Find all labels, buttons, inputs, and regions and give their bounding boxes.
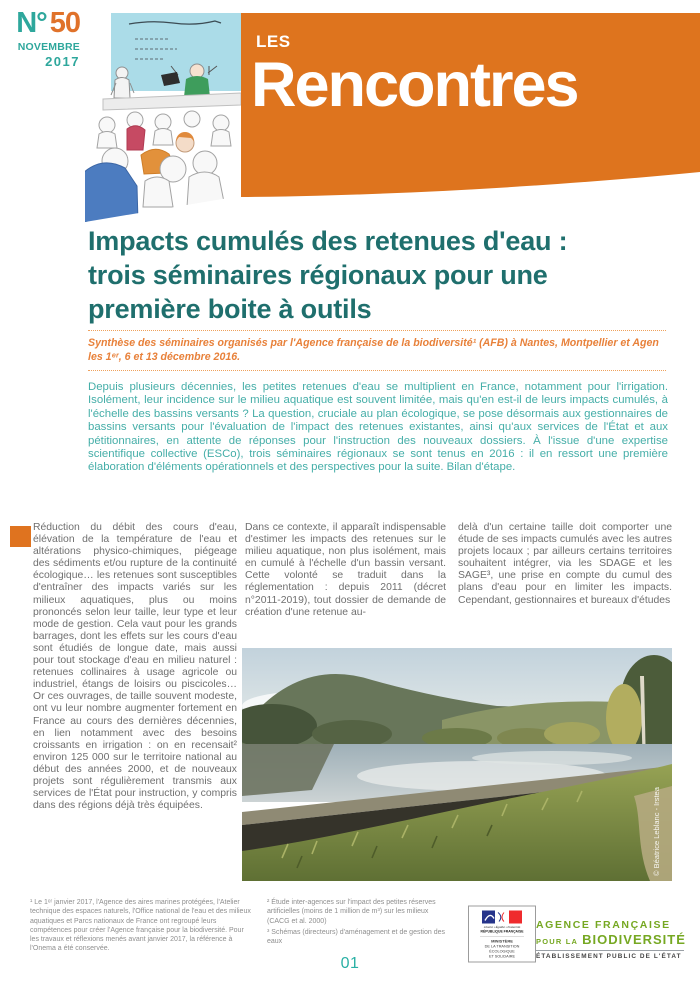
issue-number xyxy=(12,8,80,38)
page-number: 01 xyxy=(340,955,360,972)
article-title-line-1: Impacts cumulés des retenues d'eau : xyxy=(88,226,568,256)
ministry-line-4: ET SOLIDAIRE xyxy=(488,954,516,959)
issue-month: NOVEMBRE xyxy=(17,41,80,53)
afb-biodiversite-line xyxy=(536,932,696,947)
article-title xyxy=(88,224,676,326)
article-title-line-2: trois séminaires régionaux pour une xyxy=(88,260,548,290)
brand-top-label: LES xyxy=(256,32,291,51)
issue-year: 2017 xyxy=(45,54,80,69)
footnote-1-text: ¹ Le 1ᵉʳ janvier 2017, l'Agence des aires marines protégées, l'Atelier technique des espaces naturels, l'Office national de l'eau et des milieux aquatiques et Parcs nationaux de France ont regroupé leurs compétences pour créer l'Agence française pour la biodiversité. Pour les travaux et réflexions menés avant janvier 2017, la référence à l'Onema a été conservée. xyxy=(30,899,251,953)
footnote-1 xyxy=(30,898,254,956)
issue-number-value: 50 xyxy=(49,7,80,39)
ministry-motto: Liberté • Égalité • Fraternité xyxy=(483,925,521,929)
article-title-line-3: première boite à outils xyxy=(88,294,372,324)
issue-prefix: N° xyxy=(16,7,47,39)
article-subtitle: Synthèse des séminaires organisés par l'Agence française de la biodiversité¹ (AFB) à Nantes, Montpellier et Agen les 1ᵉʳ, 6 et 13 décembre 2016. xyxy=(88,330,666,371)
afb-logo xyxy=(536,919,696,960)
footnote-3-text: ³ Schémas (directeurs) d'aménagement et de gestion des eaux xyxy=(267,928,445,946)
french-flag-icon xyxy=(482,911,522,924)
afb-biodiversite-label: BIODIVERSITÉ xyxy=(582,932,686,947)
seminar-illustration xyxy=(85,13,241,222)
reservoir-photo xyxy=(242,648,672,881)
afb-etablissement-label: ÉTABLISSEMENT PUBLIC DE L'ÉTAT xyxy=(536,953,682,960)
ministry-republic: RÉPUBLIQUE FRANÇAISE xyxy=(480,929,524,934)
paragraph-bullet xyxy=(10,526,31,547)
afb-divider xyxy=(536,950,684,951)
ministry-line-3: ÉCOLOGIQUE xyxy=(489,949,515,954)
body-column-2: Dans ce contexte, il apparaît indispensable d'estimer les impacts des retenues sur le milieu aquatique, non plus isolément, mais en cumulé à l'échelle d'un bassin versant. Cette volonté se traduit dans la réglementation : depuis 2011 (décret n°2011-2019), tout dossier de demande de création d'une retenue au- xyxy=(245,522,446,618)
body-column-1: Réduction du débit des cours d'eau, élévation de la température de l'eau et altérations physico-chimiques, piégeage des sédiments et/ou rupture de la continuité écologique… les retenues sont susceptibles d'entraîner des impacts variés sur les milieux aquatiques, plus ou moins prononcés selon leur taille, leur type et leur mode de gestion. Cela vaut pour les grands barrages, dont les effets sur les cours d'eau sont étudiés de longue date, mais aussi pour tout stockage d'eau en milieu naturel : retenues collinaires à usage agricole ou industriel, étangs de loisirs ou piscicoles… Or ces ouvrages, de taille souvent modeste, ont vu leur nombre augmenter fortement en France au cours des dernières décennies, en lien notamment avec des besoins croissants en irrigation : on en recensait² environ 125 000 sur le territoire national au début des années 2000, et de nouveaux projets sont régulièrement transmis aux services de l'État pour instruction, y compris dans des régions déjà très équipées. xyxy=(33,522,237,812)
body-column-3: delà d'un certaine taille doit comporter une étude de ses impacts cumulés avec les autres projets locaux ; par ailleurs certains territoires souhaitent intégrer, via les SDAGE et les SAGE³, une prise en compte du cumul des plans d'eau pour en limiter les impacts. Cependant, gestionnaires et bureaux d'études xyxy=(458,522,672,606)
brand-title: Rencontres xyxy=(251,50,578,120)
footnotes-2-3 xyxy=(267,898,451,948)
ministry-line-1: MINISTÈRE xyxy=(491,938,513,944)
intro-paragraph: Depuis plusieurs décennies, les petites retenues d'eau se multiplient en France, notamment pour l'irrigation. Isolément, leur incidence sur le milieu aquatique est souvent limitée, mais qu'en est-il de leurs impacts cumulés, à l'échelle des bassins versants ? La question, cruciale au plan écologique, se pose désormais aux gestionnaires de bassins versants pour l'évaluation de l'impact des retenues existantes, ainsi qu'aux services de l'État et aux pétitionnaires, en attente de réponses pour l'instruction des nouveaux dossiers. À l'issue d'une expertise scientifique collective (ESCo), trois séminaires régionaux se sont tenus en 2016 : il en ressort une première élaboration d'éléments opérationnels et des perspectives pour la suite. Bilan d'étape. xyxy=(88,381,668,474)
afb-agence-label: AGENCE FRANÇAISE xyxy=(536,919,671,931)
photo-credit: © Béatrice Leblanc - Irstea xyxy=(652,787,661,876)
footnote-2-text: ² Étude inter-agences sur l'impact des petites réserves artificielles (moins de 1 million de m³) sur les milieux (CACG et al. 2000) xyxy=(267,899,436,925)
brand-banner xyxy=(241,13,700,205)
afb-pour-la-label: POUR LA xyxy=(536,937,579,946)
issue-block xyxy=(12,8,80,69)
ministry-line-2: DE LA TRANSITION xyxy=(484,944,520,949)
